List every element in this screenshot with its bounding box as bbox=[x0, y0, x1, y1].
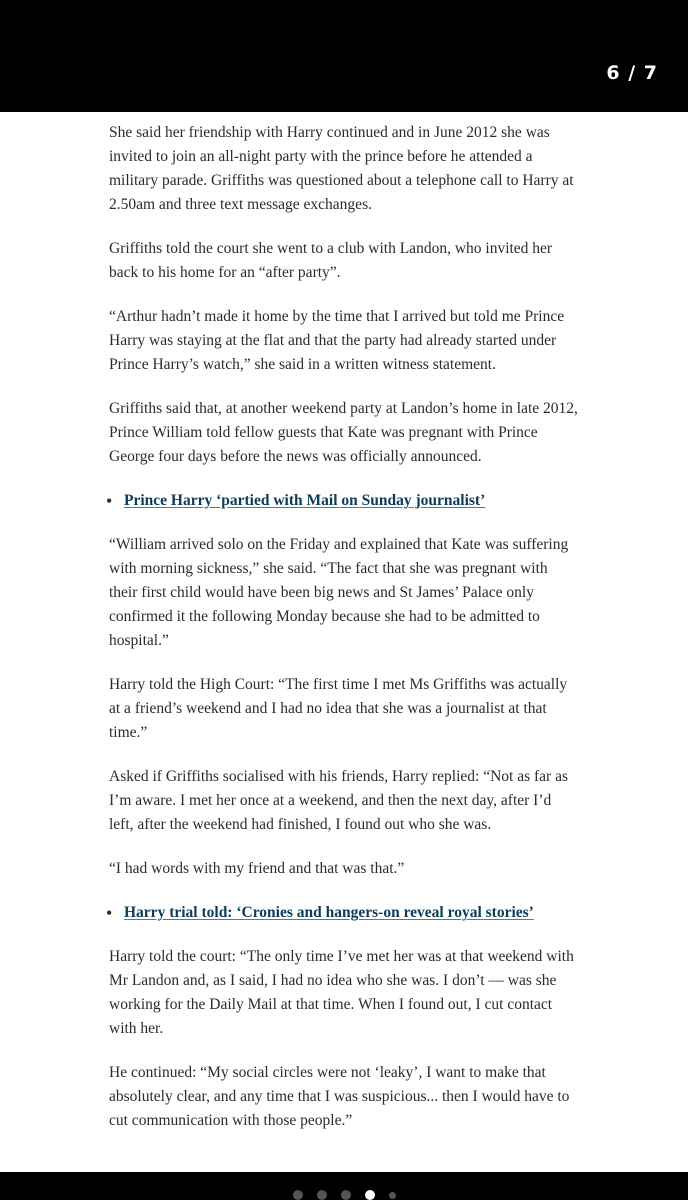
related-link-item bbox=[106, 489, 579, 513]
viewer-top-bar bbox=[0, 0, 688, 112]
viewer-bottom-bar bbox=[0, 1172, 688, 1200]
pagination-dot[interactable] bbox=[293, 1190, 303, 1200]
related-link-item bbox=[106, 901, 579, 925]
pagination-dot[interactable] bbox=[317, 1190, 327, 1200]
article-paragraph: Griffiths said that, at another weekend party at Landon’s home in late 2012, Prince William told fellow guests that Kate was pregnant with Prince George four days before the news was officially announced. bbox=[109, 400, 578, 465]
page-counter: 6 / 7 bbox=[606, 62, 658, 84]
article-paragraph: “Arthur hadn’t made it home by the time that I arrived but told me Prince Harry was staying at the flat and that the party had already started under Prince Harry’s watch,” she said in a written witness statement. bbox=[109, 308, 565, 373]
pagination-dot[interactable] bbox=[389, 1192, 396, 1199]
bullet-icon: • bbox=[106, 491, 113, 511]
article-paragraph: She said her friendship with Harry continued and in June 2012 she was invited to join an all-night party with the prince before he attended a military parade. Griffiths was questioned about a telephone call to Harry at 2.50am and three text message exchanges. bbox=[109, 124, 574, 213]
article-body bbox=[106, 121, 579, 1153]
article-paragraph: “I had words with my friend and that was that.” bbox=[109, 860, 405, 877]
related-article-link[interactable]: Prince Harry ‘partied with Mail on Sunday journalist’ bbox=[124, 492, 486, 509]
article-paragraph: Harry told the High Court: “The first time I met Ms Griffiths was actually at a friend’s weekend and I had no idea that she was a journalist at that time.” bbox=[109, 676, 568, 741]
article-paragraph: Asked if Griffiths socialised with his friends, Harry replied: “Not as far as I’m aware. I met her once at a weekend, and then the next day, after I’d left, after the weekend had finished, I found out who she was. bbox=[109, 768, 568, 833]
article-screenshot[interactable] bbox=[0, 112, 688, 1172]
article-paragraph: Harry told the court: “The only time I’ve met her was at that weekend with Mr Landon and, as I said, I had no idea who she was. I don’t — was she working for the Daily Mail at that time. When I found out, I cut contact with her. bbox=[109, 948, 574, 1037]
article-paragraph: Griffiths told the court she went to a club with Landon, who invited her back to his home for an “after party”. bbox=[109, 240, 553, 281]
related-article-link[interactable]: Harry trial told: ‘Cronies and hangers-on reveal royal stories’ bbox=[124, 904, 534, 921]
article-paragraph: He continued: “My social circles were not ‘leaky’, I want to make that absolutely clear, and any time that I was suspicious... then I would have to cut communication with those people.” bbox=[109, 1064, 570, 1129]
pagination-dots bbox=[0, 1190, 688, 1200]
bullet-icon: • bbox=[106, 903, 113, 923]
pagination-dot-active[interactable] bbox=[365, 1190, 375, 1200]
pagination-dot[interactable] bbox=[341, 1190, 351, 1200]
article-paragraph: “William arrived solo on the Friday and explained that Kate was suffering with morning sickness,” she said. “The fact that she was pregnant with their first child would have been big news and St James’ Palace only confirmed it the following Monday because she had to be admitted to hospital.” bbox=[109, 536, 569, 649]
